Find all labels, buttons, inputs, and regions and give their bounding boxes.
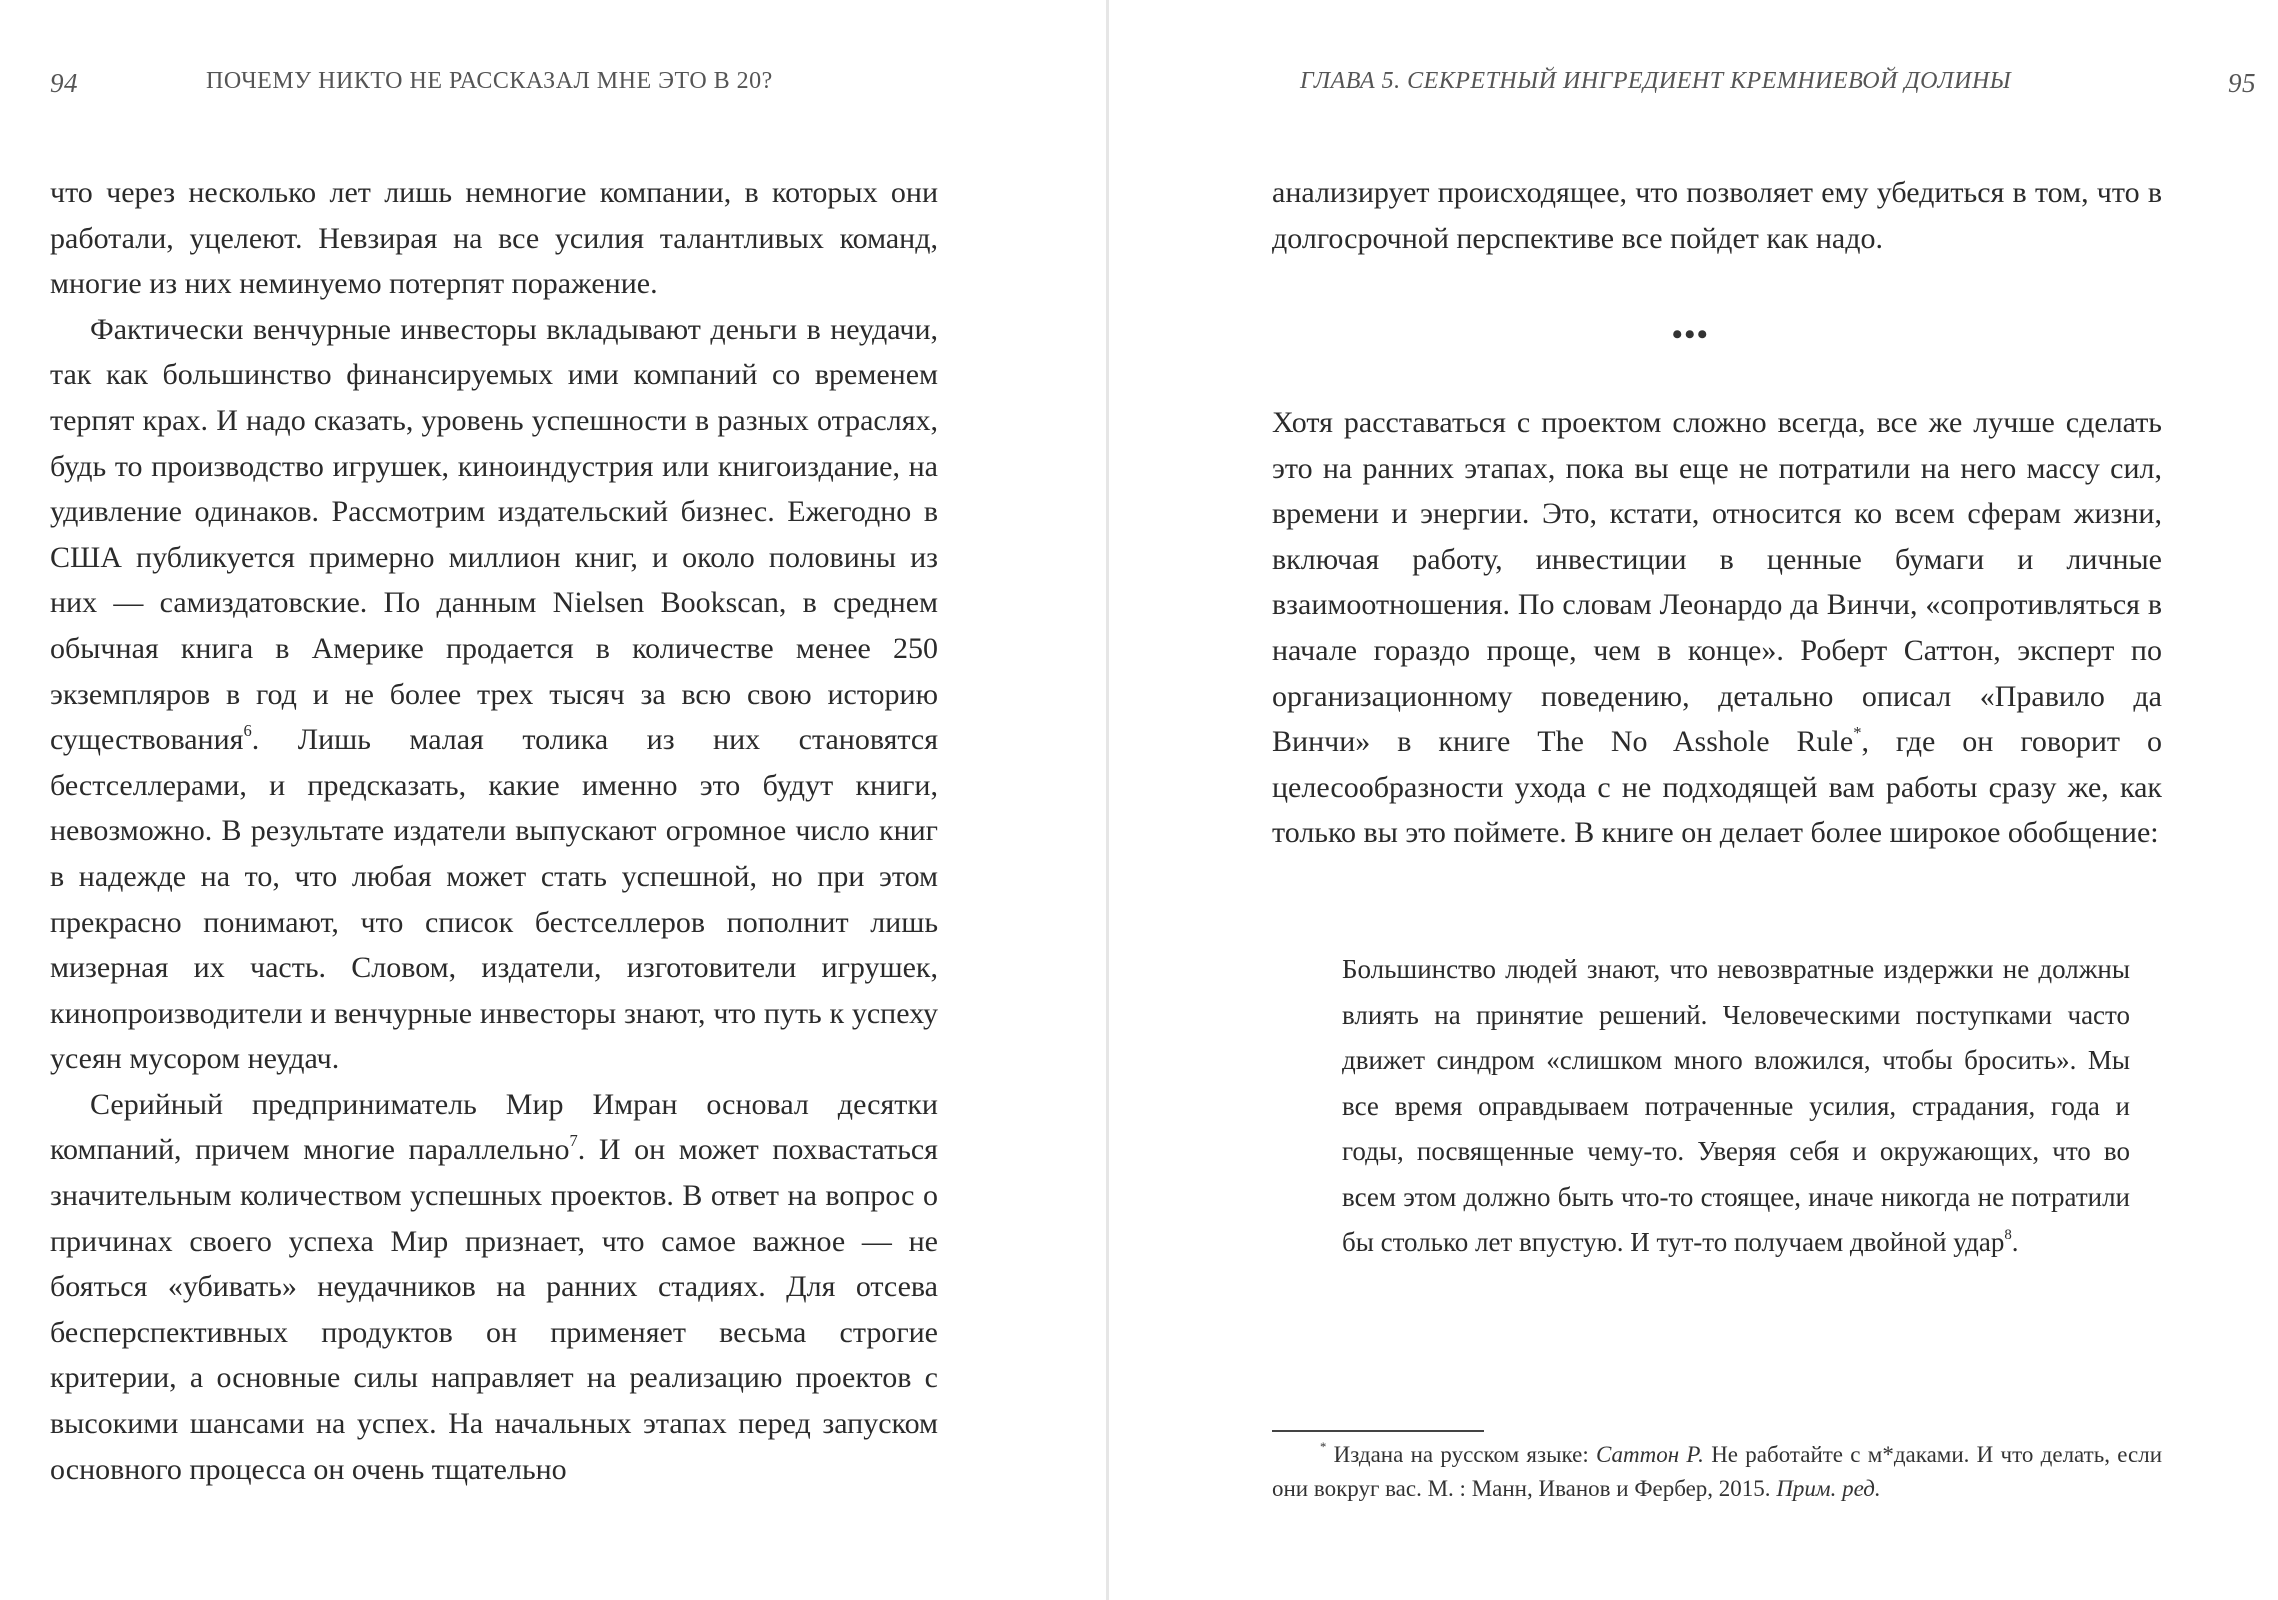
section-separator: ••• — [1672, 318, 1710, 351]
footnote-ref-asterisk[interactable]: * — [1853, 722, 1862, 742]
right-main-paragraph: Хотя расставаться с проектом сложно всегда, все же лучше сделать это на ранних этапах, пока вы еще не потратили на него массу сил, времени и энергии. Это, кстати, относится ко всем сферам жизни, включая работу, инвестиции в ценные бумаги и личные взаимоотношения. По словам Леонардо да Винчи, «сопротивляться в начале гораздо проще, чем в конце». Роберт Саттон, эксперт по организационному поведению, детально описал «Правило да Винчи» в книге The No Asshole Rule*, где он говорит о целесообразности ухода с не подходящей вам работы сразу же, как только вы это поймете. В книге он делает более широкое обобщение: — [1272, 406, 2162, 850]
footnote-ref-6[interactable]: 6 — [243, 720, 252, 740]
footnote-marker: * — [1320, 1440, 1327, 1455]
right-running-title: ГЛАВА 5. СЕКРЕТНЫЙ ИНГРЕДИЕНТ КРЕМНИЕВОЙ ДОЛИНЫ — [1300, 68, 2012, 94]
footnote-author: Саттон Р. — [1596, 1442, 1704, 1467]
left-paragraph-3: Серийный предприниматель Мир Имран основал десятки компаний, причем многие параллельно$^7$. И он может похвастаться значительным количеством успешных проектов. В ответ на вопрос о причинах своего успеха Мир признает, что самое важное — не бояться «убивать» неудачников на ранних стадиях. Для отсева бесперспективных продуктов он применяет весьма строгие критерии, а основные силы направляет на реализацию проектов с высокими шансами на успех. На начальных этапах перед запуском основного процесса он очень тщательно — [50, 1087, 938, 1486]
right-top-paragraph: анализирует происходящее, что позволяет ему убедиться в том, что в долгосрочной перспективе все пойдет как надо. — [1272, 176, 2162, 255]
left-page-number: 94 — [50, 68, 78, 98]
footnote-ref-7[interactable]: 7 — [569, 1131, 578, 1150]
right-page-number: 95 — [2228, 68, 2256, 98]
footnote-divider — [1272, 1430, 1484, 1432]
left-running-title: ПОЧЕМУ НИКТО НЕ РАССКАЗАЛ МНЕ ЭТО В 20? — [206, 68, 773, 94]
footnote: * Издана на русском языке: Саттон Р. Не работайте с м*даками. И что делать, если они вокруг вас. М. : Манн, Иванов и Фербер, 2015. Прим. ред. — [1272, 1440, 2163, 1501]
left-page — [0, 0, 1108, 1600]
block-quote: Большинство людей знают, что невозвратные издержки не должны влиять на принятие решений. Человеческими поступками часто движет синдром «слишком много вложился, чтобы бросить». Мы все время оправдываем потраченные усилия, страдания, года и годы, посвященные чему-то. Уверяя себя и окружающих, что во всем этом должно быть что-то стоящее, иначе никогда не потратили бы столько лет впустую. И тут-то получаем двойной удар$^8$. — [1342, 954, 2130, 1257]
right-page — [1112, 0, 2278, 1600]
left-paragraph-1: что через несколько лет лишь немногие компании, в которых они работали, уцелеют. Невзирая на все усилия талантливых команд, многие из них неминуемо потерпят поражение. — [50, 176, 938, 301]
left-body-text — [50, 170, 938, 1492]
left-paragraph-2: Фактически венчурные инвесторы вкладывают деньги в неудачи, так как большинство финансируемых ими компаний со временем терпят крах. И надо сказать, уровень успешности в разных отраслях, будь то производство игрушек, киноиндустрия или книгоиздание, на удивление одинаков. Рассмотрим издательский бизнес. Ежегодно в США публикуется примерно миллион книг, и около половины из них — самиздатовские. По данным Nielsen Bookscan, в среднем обычная книга в Америке продается в количестве менее 250 экземпляров в год и не более трех тысяч за всю свою историю существования$^6$. Лишь малая толика из них становятся бестселлерами, и предсказать, какие именно это будут книги, невозможно. В результате издатели выпускают огромное число книг в надежде на то, что любая может стать успешной, но при этом прекрасно понимают, что список бестселлеров пополнит лишь мизерная их часть. Словом, издатели, изготовители игрушек, кинопроизводители и венчурные инвесторы знают, что путь к успеху усеян мусором неудач. — [50, 312, 938, 1076]
footnote-ref-8[interactable]: 8 — [2004, 1226, 2012, 1243]
page-gutter — [1106, 0, 1109, 1600]
footnote-editor-note: Прим. ред. — [1776, 1476, 1881, 1501]
